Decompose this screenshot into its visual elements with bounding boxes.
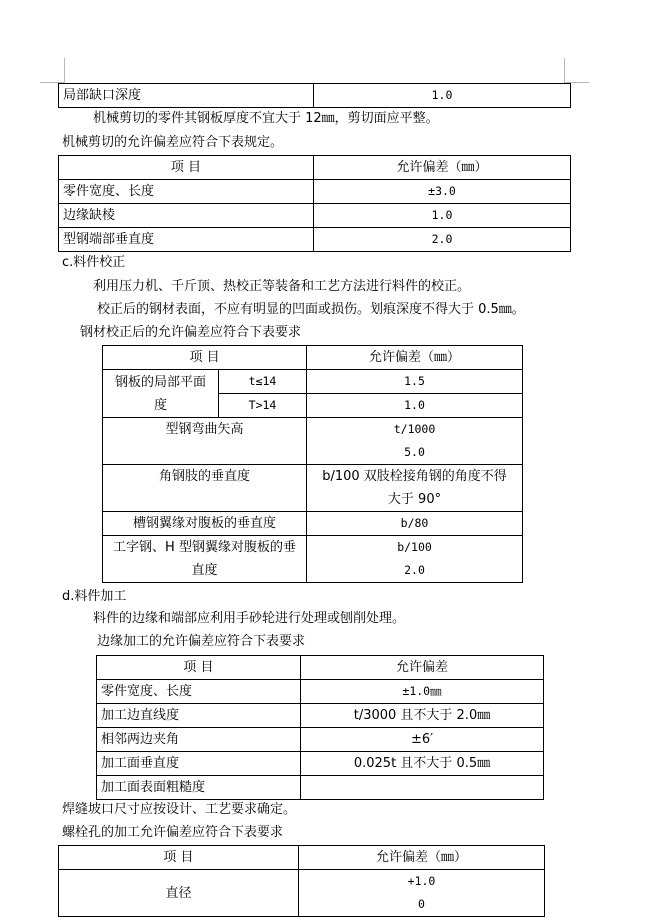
- table-row: [97, 704, 544, 728]
- table-cell-item: [103, 370, 219, 418]
- table-edge-processing-tolerance: [96, 655, 544, 800]
- table-cell-value: 1.0: [307, 394, 523, 418]
- table-cell-value: ±6′: [301, 728, 544, 752]
- table-cell-value: [301, 776, 544, 800]
- table-cell-item: 零件宽度、长度: [97, 680, 301, 704]
- table-row: [59, 870, 545, 917]
- table-cell-value: 1.0: [314, 84, 571, 108]
- table-cell-value: [307, 536, 523, 583]
- table-row: [97, 776, 544, 800]
- table-cell-item: 局部缺口深度: [59, 84, 314, 108]
- table-cell-item: 直径: [59, 870, 299, 917]
- table-cell-item: 零件宽度、长度: [59, 180, 314, 204]
- diameter-value-line-2: 0: [418, 897, 425, 911]
- table-cell-item: 加工面垂直度: [97, 752, 301, 776]
- table-row: [103, 536, 523, 583]
- table-cell-condition: t≤14: [219, 370, 307, 394]
- ibeam-item-line-2: 直度: [191, 563, 218, 578]
- table-header-row: [103, 346, 523, 370]
- table-bolt-hole-tolerance: [58, 845, 545, 917]
- table-row: [97, 752, 544, 776]
- table-cell-value: 2.0: [314, 228, 571, 252]
- table-row: [97, 728, 544, 752]
- paragraph-bolt-hole-table-intro: 螺栓孔的加工允许偏差应符合下表要求: [62, 825, 284, 840]
- plate-flatness-label-line-1: 钢板的局部平面: [114, 374, 206, 390]
- table-row: [103, 418, 523, 465]
- table-row: [59, 84, 571, 108]
- table-shear-tolerance: [58, 155, 571, 252]
- table-cell-value: ±1.0㎜: [301, 680, 544, 704]
- table-header-value: 允许偏差: [301, 656, 544, 680]
- plate-flatness-label-line-2: 度: [153, 397, 167, 413]
- table-row: [103, 465, 523, 512]
- table-cell-value: b/80: [307, 512, 523, 536]
- table-cell-item: 加工面表面粗糙度: [97, 776, 301, 800]
- paragraph-shear-table-intro: 机械剪切的允许偏差应符合下表规定。: [62, 135, 284, 150]
- table-cell-value: [299, 870, 545, 917]
- table-cell-item: 相邻两边夹角: [97, 728, 301, 752]
- table-cell-value: t/3000 且不大于 2.0㎜: [301, 704, 544, 728]
- paragraph-straightening-surface: 校正后的钢材表面，不应有明显的凹面或损伤。划痕深度不得大于 0.5㎜。: [97, 302, 525, 317]
- table-cell-item: 加工边直线度: [97, 704, 301, 728]
- crop-mark-top-left: [40, 58, 65, 83]
- table-cell-value: [307, 465, 523, 512]
- table-cell-item: 型钢端部垂直度: [59, 228, 314, 252]
- camber-value-line-1: t/1000: [393, 422, 436, 436]
- table-notch-depth: [58, 83, 571, 108]
- table-cell-item: 槽钢翼缘对腹板的垂直度: [103, 512, 307, 536]
- paragraph-straightening-methods: 利用压力机、千斤顶、热校正等装备和工艺方法进行料件的校正。: [93, 279, 471, 294]
- section-heading-d: d.料件加工: [62, 589, 127, 604]
- table-row: [97, 680, 544, 704]
- table-header-value: 允许偏差（㎜）: [299, 846, 545, 870]
- table-cell-item: 角钢肢的垂直度: [103, 465, 307, 512]
- table-row: [59, 180, 571, 204]
- table-header-item: 项 目: [59, 156, 314, 180]
- table-header-row: [59, 156, 571, 180]
- table-header-value: 允许偏差（㎜）: [314, 156, 571, 180]
- table-cell-value: ±3.0: [314, 180, 571, 204]
- table-cell-value: 1.5: [307, 370, 523, 394]
- camber-value-line-2: 5.0: [404, 445, 425, 459]
- paragraph-edge-table-intro: 边缘加工的允许偏差应符合下表要求: [97, 634, 306, 649]
- table-cell-value: 1.0: [314, 204, 571, 228]
- ibeam-value-line-1: b/100: [397, 540, 432, 554]
- table-cell-condition: T>14: [219, 394, 307, 418]
- table-row: [59, 228, 571, 252]
- table-cell-item: 型钢弯曲矢高: [103, 418, 307, 465]
- ibeam-item-line-1: 工字钢、H 型钢翼缘对腹板的垂: [113, 540, 296, 555]
- diameter-value-line-1: +1.0: [407, 874, 436, 888]
- angle-value-line-2: 大于 90°: [387, 492, 442, 507]
- table-header-row: [59, 846, 545, 870]
- paragraph-shear-thickness: 机械剪切的零件其钢板厚度不宜大于 12㎜，剪切面应平整。: [93, 111, 439, 126]
- table-header-item: 项 目: [97, 656, 301, 680]
- table-row: [59, 204, 571, 228]
- table-row: [103, 370, 523, 394]
- paragraph-weld-groove: 焊缝坡口尺寸应按设计、工艺要求确定。: [62, 802, 297, 817]
- paragraph-edge-processing: 料件的边缘和端部应利用手砂轮进行处理或刨削处理。: [93, 611, 406, 626]
- paragraph-straightening-table-intro: 钢材校正后的允许偏差应符合下表要求: [80, 325, 302, 340]
- table-cell-value: 0.025t 且不大于 0.5㎜: [301, 752, 544, 776]
- table-cell-item: [103, 536, 307, 583]
- table-cell-item: 边缘缺棱: [59, 204, 314, 228]
- angle-value-line-1: b/100 双肢栓接角钢的角度不得: [322, 469, 507, 484]
- table-straightening-tolerance: [102, 345, 523, 583]
- table-header-item: 项 目: [59, 846, 299, 870]
- table-cell-value: [307, 418, 523, 465]
- table-header-row: [97, 656, 544, 680]
- table-row: [103, 512, 523, 536]
- section-heading-c: c.料件校正: [62, 255, 126, 270]
- ibeam-value-line-2: 2.0: [404, 563, 425, 577]
- table-header-item: 项 目: [103, 346, 307, 370]
- table-header-value: 允许偏差（㎜）: [307, 346, 523, 370]
- crop-mark-top-right: [564, 58, 589, 83]
